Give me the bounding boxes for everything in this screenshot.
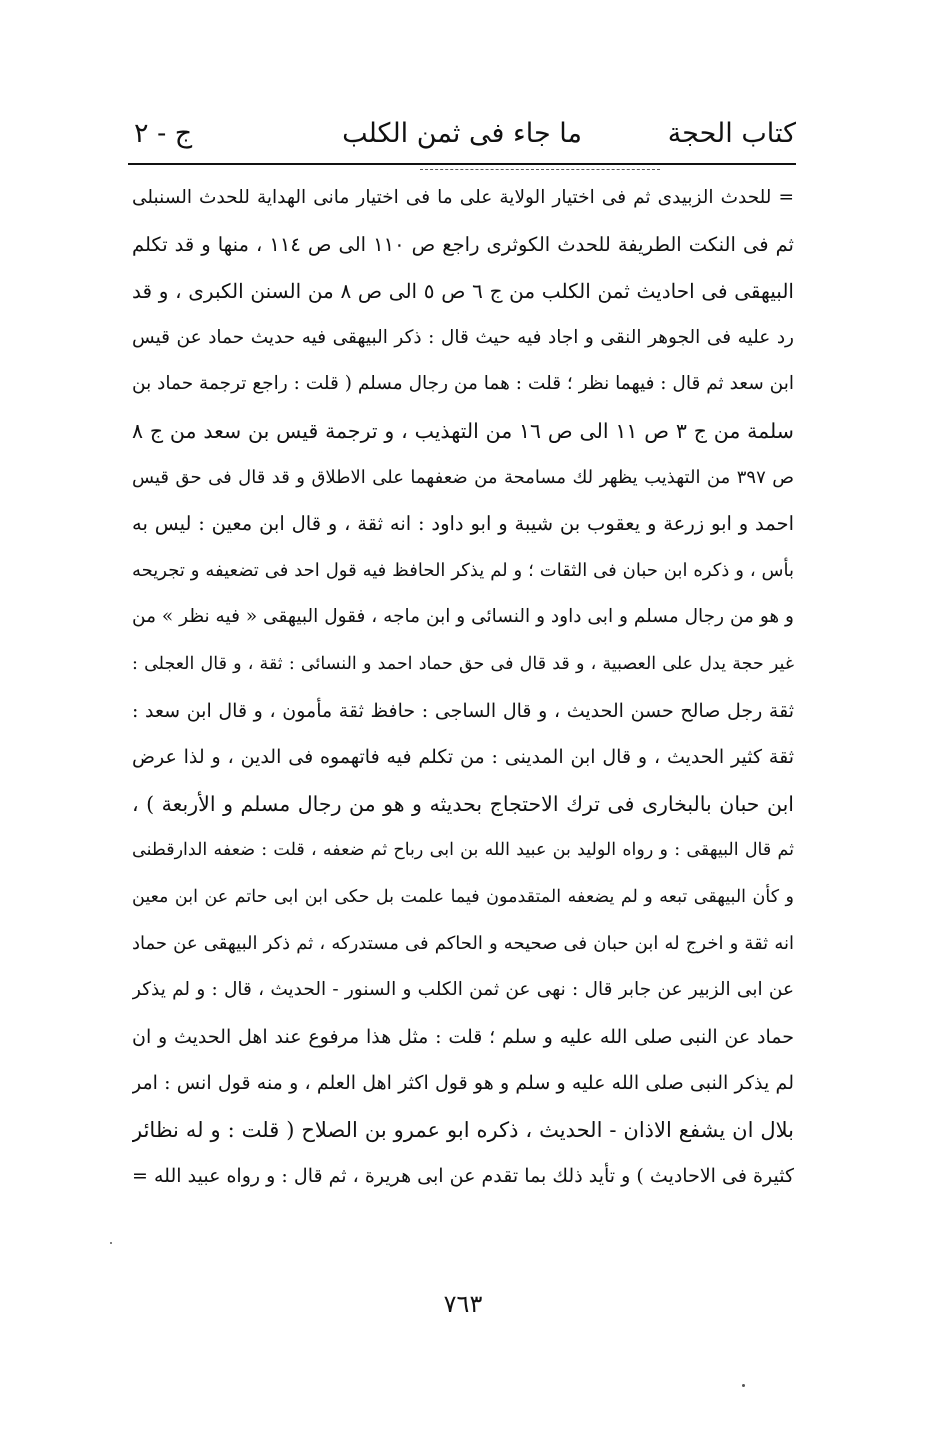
volume-label: ج - ٢ bbox=[134, 118, 193, 149]
text-line: ثقة رجل صالح حسن الحديث ، و قال الساجى : حافظ ثقة مأمون ، و قال ابن سعد : bbox=[132, 699, 794, 722]
text-line: و هو من رجال مسلم و ابى داود و النسائى و ابن ماجه ، فقول البيهقى « فيه نظر » من bbox=[132, 606, 794, 628]
text-line: ص ٣٩٧ من التهذيب يظهر لك مسامحة من ضعفهما على الاطلاق و قد قال فى حق قيس bbox=[132, 466, 794, 488]
text-line: ابن حبان بالبخارى فى ترك الاحتجاج بحديثه و هو من رجال مسلم و الأربعة ) ، bbox=[132, 791, 794, 816]
page-number: ٧٦٣ bbox=[443, 1290, 483, 1318]
header-dashed-rule bbox=[420, 169, 660, 170]
body-text bbox=[132, 175, 794, 1200]
scan-speck bbox=[110, 1242, 112, 1244]
text-line: و كأن البيهقى تبعه و لم يضعفه المتقدمون فيما علمت بل حكى ابن ابى حاتم عن ابن معين bbox=[132, 886, 794, 907]
book-title: كتاب الحجة bbox=[667, 118, 796, 149]
text-line: عن ابى الزبير عن جابر قال : نهى عن ثمن الكلب و السنور - الحديث ، قال : و لم يذكر bbox=[132, 979, 794, 1001]
running-header bbox=[128, 112, 796, 164]
text-line: انه ثقة و اخرج له ابن حبان فى صحيحه و الحاكم فى مستدركه ، ثم ذكر البيهقى عن حماد bbox=[132, 932, 794, 954]
text-line: ثم فى النكت الطريفة للحدث الكوثرى راجع ص ١١٠ الى ص ١١٤ ، منها و قد تكلم bbox=[132, 232, 794, 256]
text-line: ثم قال البيهقى : و رواه الوليد بن عبيد الله بن ابى رباح ثم ضعفه ، قلت : ضعفه الدارقطنى bbox=[132, 840, 794, 861]
text-line: = للحدث الزبيدى ثم فى اختيار الولاية على ما فى اختيار مانى الهداية للحدث السنبلى bbox=[132, 187, 794, 208]
text-line: ابن سعد ثم قال : فيهما نظر ؛ قلت : هما من رجال مسلم ( قلت : راجع ترجمة حماد بن bbox=[132, 373, 794, 395]
text-line: ثقة كثير الحديث ، و قال ابن المدينى : من تكلم فيه فاتهموه فى الدين ، و لذا عرض bbox=[132, 746, 794, 769]
scan-speck bbox=[742, 1384, 745, 1387]
chapter-title: ما جاء فى ثمن الكلب bbox=[342, 118, 582, 149]
text-line: كثيرة فى الاحاديث ) و تأيد ذلك بما تقدم عن ابى هريرة ، ثم قال : و رواه عبيد الله = bbox=[132, 1165, 794, 1188]
text-line: احمد و ابو زرعة و يعقوب بن شيبة و ابو داود : انه ثقة ، و قال ابن معين : ليس به bbox=[132, 512, 794, 536]
text-line: رد عليه فى الجوهر النقى و اجاد فيه حيث قال : ذكر البيهقى فيه حديث حماد عن قيس bbox=[132, 326, 794, 348]
text-line: حماد عن النبى صلى الله عليه و سلم ؛ قلت : مثل هذا مرفوع عند اهل الحديث و ان bbox=[132, 1025, 794, 1048]
text-line: غير حجة يدل على العصبية ، و قد قال فى حق حماد احمد و النسائى : ثقة ، و قال العجلى : bbox=[132, 653, 794, 674]
text-line: سلمة من ج ٣ ص ١١ الى ص ١٦ من التهذيب ، و ترجمة قيس بن سعد من ج ٨ bbox=[132, 418, 794, 443]
text-line: بلال ان يشفع الاذان - الحديث ، ذكره ابو عمرو بن الصلاح ( قلت : و له نظائر bbox=[132, 1117, 794, 1142]
text-line: البيهقى فى احاديث ثمن الكلب من ج ٦ ص ٥ الى ص ٨ من السنن الكبرى ، و قد bbox=[132, 279, 794, 304]
text-line: لم يذكر النبى صلى الله عليه و سلم و هو قول اكثر اهل العلم ، و منه قول انس : امر bbox=[132, 1072, 794, 1095]
header-rule bbox=[128, 163, 796, 165]
text-line: بأس ، و ذكره ابن حبان فى الثقات ؛ و لم يذكر الحافظ فيه قول احد فى تضعيفه و تجريحه bbox=[132, 559, 794, 581]
